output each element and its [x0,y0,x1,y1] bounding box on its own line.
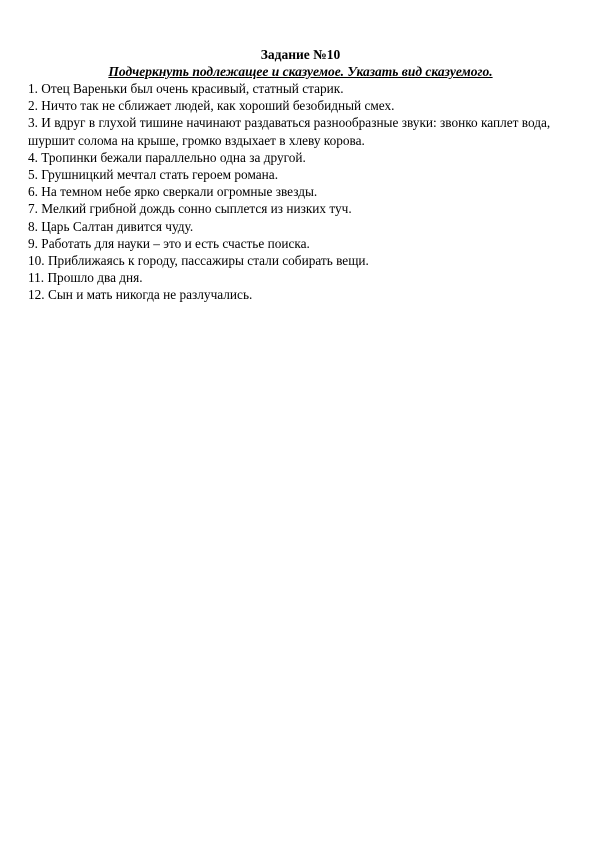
sentence-item: 12. Сын и мать никогда не разлучались. [28,287,253,303]
sentence-item: 3. И вдруг в глухой тишине начинают раздаваться разнообразные звуки: звонко каплет вода, шуршит солома на крыше, громко вздыхает в хлеву корова. [28,115,551,148]
sentence-item: 8. Царь Салтан дивится чуду. [28,218,194,234]
sentence-list [28,80,573,304]
sentence-item: 5. Грушницкий мечтал стать героем романа. [28,167,279,183]
sentence-item: 9. Работать для науки – это и есть счастье поиска. [28,235,310,251]
sentence-item: 10. Приближаясь к городу, пассажиры стали собирать вещи. [28,253,369,269]
sentence-item: 11. Прошло два дня. [28,270,143,286]
sentence-item: 4. Тропинки бежали параллельно одна за другой. [28,149,306,165]
sentence-item: 6. На темном небе ярко сверкали огромные звезды. [28,184,318,200]
sentence-item: 2. Ничто так не сближает людей, как хороший безобидный смех. [28,98,395,114]
sentence-item: 7. Мелкий грибной дождь сонно сыплется из низких туч. [28,201,352,217]
assignment-title: Задание №10 [260,47,341,62]
sentence-item: 1. Отец Вареньки был очень красивый, статный старик. [28,81,344,96]
document-content [28,46,573,304]
assignment-instruction: Подчеркнуть подлежащее и сказуемое. Указать вид сказуемого. [108,64,493,79]
